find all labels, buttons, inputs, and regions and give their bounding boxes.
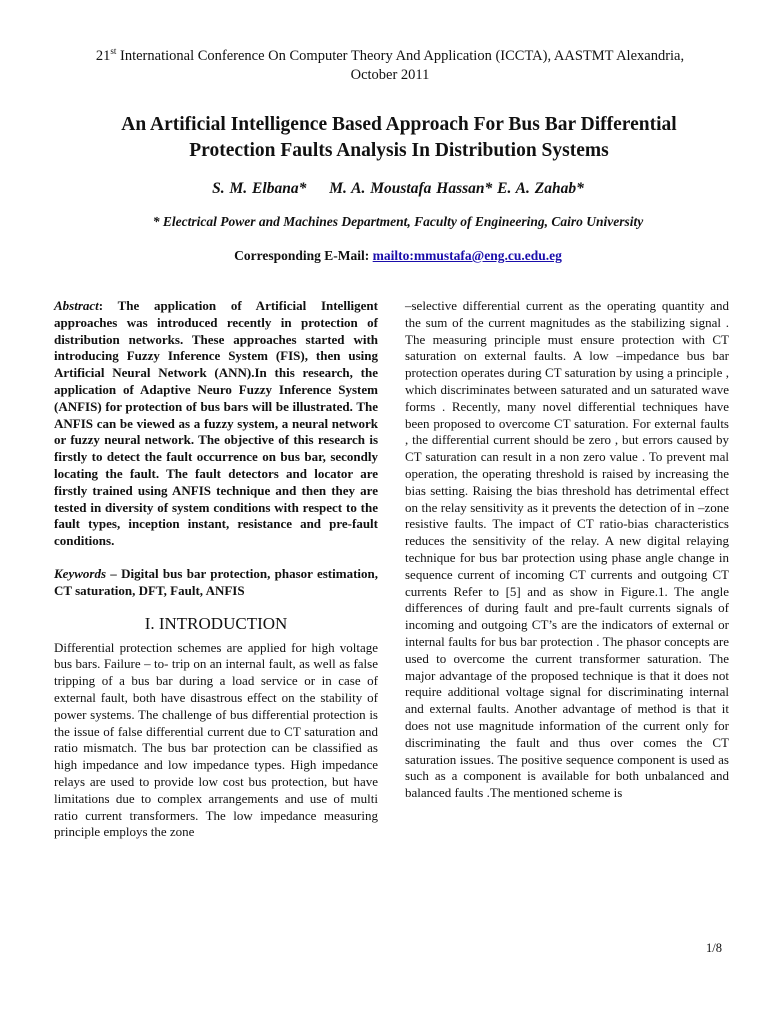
keywords-label: Keywords [54,565,106,581]
title-line-1: An Artificial Intelligence Based Approach For Bus Bar Differential [121,114,677,135]
page-number: 1/8 [706,941,722,955]
conference-date: October 2011 [350,66,430,83]
title-line-2: Protection Faults Analysis In Distribution Systems [189,140,609,161]
conference-name: International Conference On Computer Theory And Application (ICCTA), AASTMT Alexandria, [116,47,685,64]
section-heading: I. INTRODUCTION [144,613,288,633]
keywords [54,566,378,600]
keywords-text: – Digital bus bar protection, phasor estimation, CT saturation, DFT, Fault, ANFIS [54,565,378,598]
email-label: Corresponding E-Mail: [234,248,373,263]
intro-paragraph-right: –selective differential current as the operating quantity and the sum of the current magnitudes as the stabilizing signal . The measuring principle must ensure protection with CT saturation on external faults. A low –impedance bus bar protection operates during CT saturation by using a principle , which discriminates between saturated and un saturated wave forms . Recently, many novel differential techniques have been proposed to overcome CT saturation. For external faults , the differential current should be zero , but errors caused by CT saturation can result in a non zero value . To prevent mal operation, the operating threshold is raised by increasing the bias setting. Raising the bias threshold has detrimental effect on the relay sensitivity as it prevents the detection of in –zone resistive faults. The impact of CT ratio-bias characteristics reduces the sensitivity of the relay. A new digital relaying technique for bus bar protection using phase angle change in sequence current of incoming CT currents and outgoing CT currents Refer to [5] and as show in Figure.1. The angle differences of during fault and pre-fault currents signals of incoming and outgoing CT’s are the indicators of external or internal faults for bus bar protection . The phasor concepts are used to overcome the current transformer saturation. The major advantage of the proposed technique is that it does not require additional voltage signal for discriminating internal and external faults. Another advantage of method is that it does not use magnitude information of the current only for discriminating the fault and thus over comes the CT saturation issues. The positive sequence component is used as such as a component is available for both unbalanced and balanced faults .The mentioned scheme is [405,298,729,801]
author-2: M. A. Moustafa Hassan* E. A. Zahab* [329,180,584,197]
authors [0,180,768,198]
corresponding-email [0,248,768,264]
paper-title [30,112,768,164]
right-column [405,298,729,802]
conference-header [40,42,740,85]
conference-superscript: st [110,46,117,56]
abstract [54,298,378,550]
abstract-text: : The application of Artificial Intelligent approaches was introduced recently in protection of distribution networks. These approaches started with introducing Fuzzy Inference System (FIS), then using Artificial Neural Network (ANN).In this research, the application of Adaptive Neuro Fuzzy Inference System (ANFIS) for protection of bus bars will be illustrated. The ANFIS can be viewed as a fuzzy system, a neural network or fuzzy neural network. The objective of this research is firstly to detect the fault occurrence on bus bar, secondly locating the fault. The fault detectors and locator are firstly trained using ANFIS technique and then they are tested in diversity of system conditions with respect to the fault types, inception instant, resistance and pre-fault conditions. [54,298,378,549]
email-link[interactable]: mailto:mmustafa@eng.cu.edu.eg [372,248,562,263]
conference-number: 21 [95,47,111,64]
affiliation: * Electrical Power and Machines Department, Faculty of Engineering, Cairo University [152,214,644,229]
abstract-label: Abstract [54,298,99,313]
intro-paragraph-left: Differential protection schemes are applied for high voltage bus bars. Failure – to- trip on an internal fault, as well as false tripping of a bus bar during a load service or in case of external fault, both have disastrous effect on the stability of power systems. The challenge of bus differential protection is the issue of false differential current due to CT saturation and ratio mismatch. The bus bar protection can be classified as high impedance and low impedance types. High impedance relays are used to provide low cost bus protection, but have limitations due to complex arrangements and use of multi ratio current transformers. The low impedance measuring principle employs the zone [54,639,378,840]
left-column [54,298,378,841]
author-1: S. M. Elbana* [212,180,307,197]
